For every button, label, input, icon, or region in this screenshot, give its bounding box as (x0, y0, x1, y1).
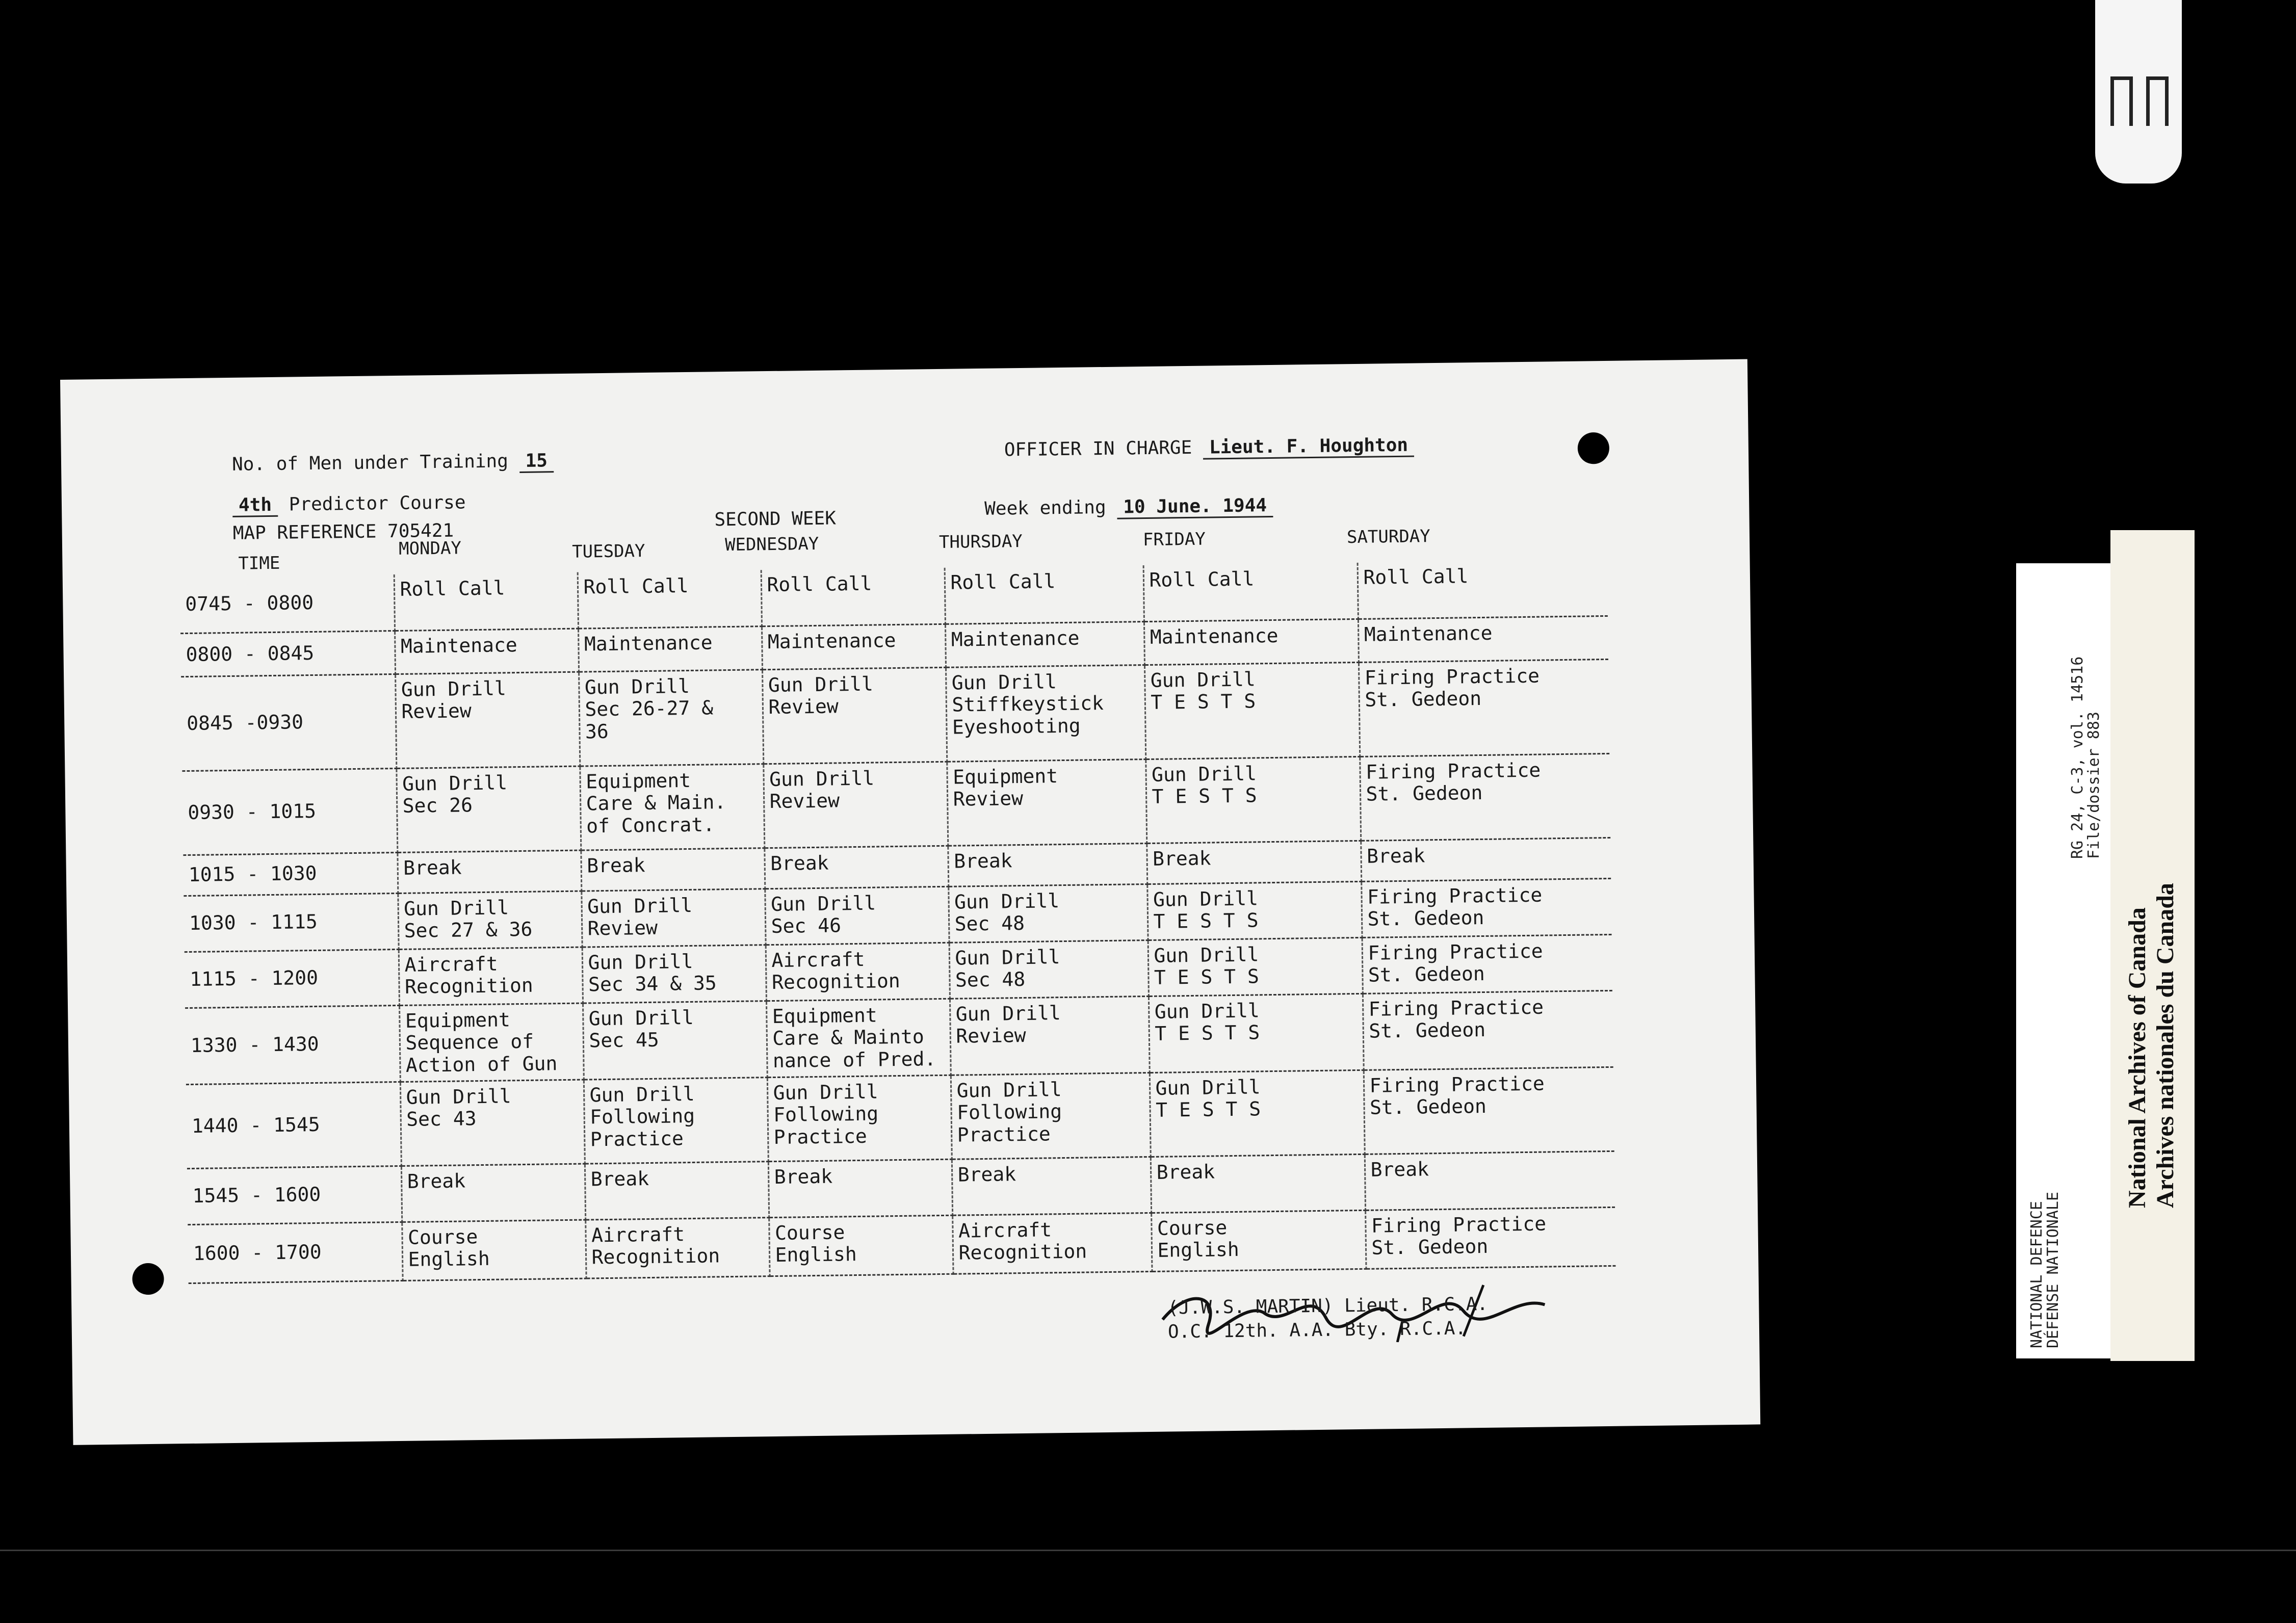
schedule-cell-tuesday: Gun Drill Review (581, 888, 765, 947)
time-slot: 1600 - 1700 (188, 1222, 402, 1283)
department-en: NATIONAL DEFENCE (2028, 1201, 2046, 1348)
officer-in-charge (1004, 435, 1415, 462)
schedule-cell-saturday: Break (1365, 1151, 1615, 1210)
schedule-cell-saturday: Firing Practice St. Gedeon (1360, 753, 1610, 841)
schedule-cell-thursday: Gun Drill Stiffkeystick Eyeshooting (946, 665, 1145, 762)
day-header-monday: MONDAY (398, 538, 462, 559)
schedule-cell-thursday: Maintenance (945, 621, 1144, 667)
schedule-cell-saturday: Firing Practice St. Gedeon (1365, 1207, 1615, 1269)
week-label: SECOND WEEK (714, 508, 837, 531)
schedule-cell-wednesday: Aircraft Recognition (766, 943, 950, 1001)
map-label: MAP REFERENCE (232, 521, 377, 544)
schedule-cell-monday: Gun Drill Sec 43 (400, 1080, 585, 1166)
map-value: 705421 (387, 520, 454, 542)
schedule-cell-thursday: Gun Drill Sec 48 (949, 940, 1149, 999)
day-header-wednesday: WEDNESDAY (724, 533, 819, 556)
schedule-cell-tuesday: Gun Drill Sec 26-27 & 36 (579, 669, 763, 766)
schedule-cell-wednesday: Course English (769, 1215, 953, 1276)
archive-file: File/dossier 883 (2084, 712, 2103, 859)
archives-en: National Archives of Canada (2124, 907, 2151, 1208)
schedule-cell-wednesday: Gun Drill Review (763, 762, 948, 848)
time-slot: 0845 -0930 (181, 674, 396, 771)
schedule-cell-saturday: Firing Practice St. Gedeon (1359, 659, 1609, 756)
time-slot: 0800 - 0845 (180, 631, 395, 676)
course-label: Predictor Course (289, 492, 466, 515)
schedule-cell-monday: Gun Drill Sec 27 & 36 (398, 891, 582, 949)
schedule-cell-monday: Equipment Sequence of Action of Gun (399, 1003, 584, 1082)
schedule-cell-monday: Course English (402, 1220, 586, 1280)
archive-ref: RG 24, C-3, vol. 14516 (2069, 656, 2086, 859)
schedule-cell-friday: Gun Drill T E S T S (1144, 662, 1360, 759)
schedule-cell-monday: Maintenace (395, 629, 579, 674)
department-text (2029, 1192, 2061, 1348)
signature-block (1167, 1293, 1489, 1344)
schedule-cell-friday: Course English (1151, 1210, 1366, 1271)
time-slot: 0930 - 1015 (182, 768, 397, 855)
time-slot: 1030 - 1115 (184, 893, 398, 952)
schedule-cell-monday: Roll Call (394, 572, 578, 631)
schedule-cell-tuesday: Break (585, 1161, 769, 1219)
course (232, 492, 466, 517)
schedule-cell-wednesday: Break (764, 846, 948, 888)
day-header-saturday: SATURDAY (1346, 526, 1430, 548)
schedule-cell-thursday: Break (952, 1157, 1151, 1215)
schedule-cell-friday: Gun Drill T E S T S (1150, 1070, 1365, 1157)
schedule-cell-monday: Aircraft Recognition (399, 947, 583, 1005)
schedule-cell-friday: Gun Drill T E S T S (1149, 993, 1364, 1072)
schedule-cell-tuesday: Break (581, 848, 765, 891)
schedule-cell-saturday: Firing Practice St. Gedeon (1364, 1067, 1614, 1154)
time-slot: 1015 - 1030 (183, 852, 398, 896)
schedule-cell-tuesday: Gun Drill Sec 34 & 35 (582, 945, 766, 1003)
time-header: TIME (238, 553, 280, 574)
schedule-cell-tuesday: Aircraft Recognition (585, 1217, 769, 1278)
schedule-cell-friday: Roll Call (1143, 563, 1358, 621)
schedule-table (180, 560, 1616, 1284)
schedule-cell-tuesday: Gun Drill Following Practice (584, 1077, 768, 1163)
schedule-cell-wednesday: Gun Drill Review (762, 667, 947, 764)
time-slot: 0745 - 0800 (180, 574, 395, 633)
archives-fr: Archives nationales du Canada (2152, 883, 2179, 1208)
punch-hole (132, 1263, 164, 1295)
day-header-friday: FRIDAY (1142, 529, 1206, 551)
time-slot: 1330 - 1430 (185, 1005, 400, 1084)
time-slot: 1115 - 1200 (185, 949, 399, 1008)
schedule-cell-saturday: Roll Call (1358, 560, 1608, 619)
national-archives-stamp (2110, 530, 2195, 1361)
schedule-row (181, 659, 1609, 771)
schedule-cell-friday: Gun Drill T E S T S (1148, 937, 1363, 996)
index-mark (2146, 76, 2169, 126)
schedule-cell-thursday: Roll Call (945, 565, 1144, 624)
schedule-cell-wednesday: Gun Drill Sec 46 (765, 886, 949, 945)
schedule-cell-thursday: Gun Drill Following Practice (951, 1072, 1151, 1159)
schedule-cell-tuesday: Gun Drill Sec 45 (583, 1001, 767, 1079)
day-header-thursday: THURSDAY (938, 531, 1023, 553)
schedule-cell-thursday: Equipment Review (947, 759, 1146, 846)
archive-reference-label (2016, 563, 2110, 1358)
signature-role: O.C. 12th. A.A. Bty. R.C.A. (1167, 1318, 1467, 1343)
film-index-tab (2095, 0, 2182, 184)
week-ending (984, 495, 1273, 521)
archives-text (2123, 883, 2179, 1208)
week-ending-value: 10 June. 1944 (1117, 495, 1273, 519)
time-slot: 1440 - 1545 (186, 1082, 401, 1168)
schedule-cell-friday: Gun Drill T E S T S (1147, 881, 1362, 940)
men-value: 15 (519, 450, 554, 473)
department-fr: DÉFENSE NATIONALE (2044, 1191, 2062, 1348)
schedule-cell-friday: Break (1146, 841, 1361, 884)
schedule-cell-wednesday: Maintenance (762, 624, 946, 669)
schedule-cell-monday: Gun Drill Sec 26 (396, 766, 581, 852)
schedule-cell-thursday: Break (948, 843, 1147, 886)
time-slot: 1545 - 1600 (187, 1166, 402, 1224)
schedule-cell-saturday: Firing Practice St. Gedeon (1362, 934, 1612, 993)
men-label: No. of Men under Training (231, 451, 509, 475)
schedule-cell-wednesday: Gun Drill Following Practice (767, 1075, 952, 1161)
schedule-cell-thursday: Gun Drill Review (950, 996, 1150, 1075)
week-ending-label: Week ending (984, 496, 1106, 519)
schedule-cell-friday: Maintenance (1144, 619, 1359, 665)
schedule-cell-thursday: Aircraft Recognition (952, 1213, 1152, 1274)
schedule-cell-monday: Break (397, 850, 581, 893)
day-header-tuesday: TUESDAY (571, 541, 645, 562)
schedule-cell-tuesday: Equipment Care & Main. of Concrat. (580, 764, 764, 850)
signature-name: (J.W.S. MARTIN) Lieut. R.C.A. (1167, 1293, 1489, 1319)
schedule-cell-monday: Break (401, 1164, 585, 1222)
reference-text (2070, 657, 2102, 859)
course-number: 4th (232, 494, 278, 517)
schedule-cell-wednesday: Equipment Care & Mainto nance of Pred. (766, 999, 951, 1077)
schedule-cell-friday: Gun Drill T E S T S (1145, 756, 1361, 843)
officer-value: Lieut. F. Houghton (1203, 435, 1415, 460)
schedule-cell-wednesday: Break (768, 1159, 952, 1217)
index-mark (2110, 76, 2133, 126)
schedule-cell-saturday: Firing Practice St. Gedeon (1363, 990, 1613, 1070)
schedule-cell-saturday: Break (1361, 837, 1611, 881)
schedule-cell-wednesday: Roll Call (761, 568, 945, 626)
schedule-cell-friday: Break (1151, 1154, 1365, 1213)
officer-label: OFFICER IN CHARGE (1004, 437, 1192, 461)
schedule-document (60, 359, 1760, 1445)
schedule-cell-monday: Gun Drill Review (395, 672, 580, 768)
men-under-training (232, 450, 554, 477)
film-edge-line (0, 1550, 2296, 1551)
schedule-cell-saturday: Firing Practice St. Gedeon (1361, 878, 1611, 937)
schedule-cell-saturday: Maintenance (1358, 616, 1608, 662)
schedule-cell-tuesday: Roll Call (578, 570, 762, 628)
schedule-cell-tuesday: Maintenance (578, 626, 762, 671)
punch-hole (1577, 432, 1609, 464)
schedule-cell-thursday: Gun Drill Sec 48 (948, 884, 1147, 943)
